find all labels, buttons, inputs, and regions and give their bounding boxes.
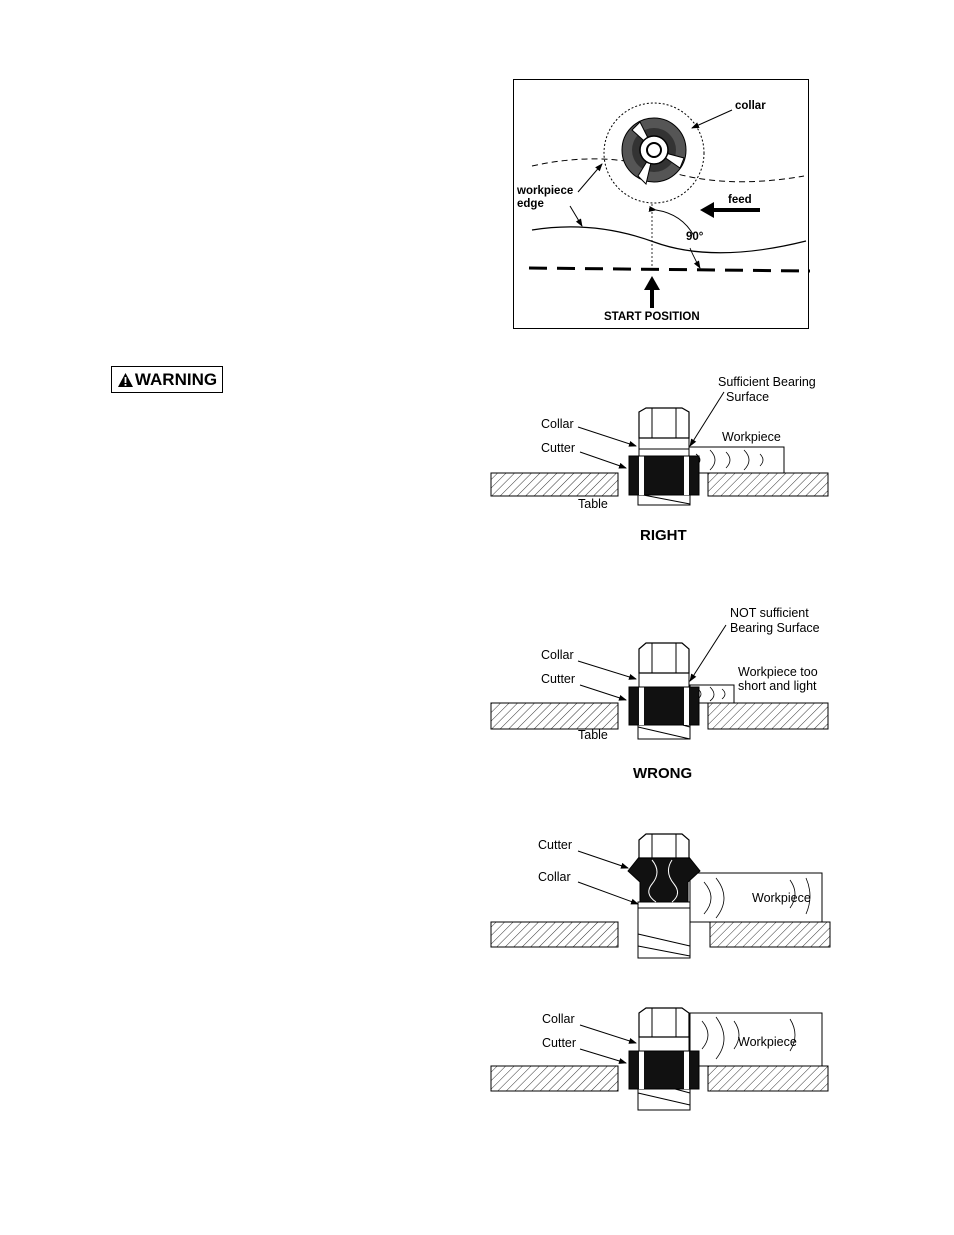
workpiece-label-line1: Workpiece too [738, 665, 818, 679]
cutter-label: Cutter [541, 672, 576, 686]
warning-triangle-icon [117, 372, 134, 388]
collar-label: collar [735, 100, 766, 112]
collar-label: Collar [538, 870, 571, 884]
collar-above-diagram [490, 1005, 835, 1115]
collar-below-diagram [490, 826, 835, 966]
angle-label: 90° [686, 231, 704, 243]
workpiece-label: Workpiece [738, 1035, 797, 1049]
table-label: Table [578, 728, 608, 742]
right-caption: RIGHT [640, 527, 687, 544]
workpiece-label: Workpiece [722, 430, 781, 444]
workpiece-edge-label-line1: workpiece [517, 185, 574, 197]
table-label: Table [578, 497, 608, 511]
warning-badge [111, 366, 223, 393]
warning-label: WARNING [134, 369, 218, 389]
bearing-label-line2: Surface [726, 390, 770, 404]
workpiece-label: Workpiece [752, 891, 811, 905]
collar-label: Collar [542, 1012, 575, 1026]
collar-label: Collar [541, 417, 574, 431]
right-diagram [490, 370, 835, 550]
start-position-label: START POSITION [604, 311, 700, 323]
wrong-caption: WRONG [633, 765, 693, 782]
cutter-label: Cutter [538, 838, 573, 852]
start-position-figure [514, 80, 810, 330]
feed-label: feed [728, 194, 752, 206]
start-position-diagram [513, 79, 809, 329]
wrong-diagram [490, 603, 835, 788]
bearing-label-line1: Sufficient Bearing [718, 375, 816, 389]
cutter-label: Cutter [542, 1036, 577, 1050]
workpiece-edge-label-line2: edge [517, 198, 544, 210]
bearing-label-line1: NOT sufficient [730, 606, 809, 620]
bearing-label-line2: Bearing Surface [730, 621, 820, 635]
collar-label: Collar [541, 648, 574, 662]
cutter-label: Cutter [541, 441, 576, 455]
right-figure [490, 370, 835, 510]
workpiece-label-line2: short and light [738, 679, 817, 693]
